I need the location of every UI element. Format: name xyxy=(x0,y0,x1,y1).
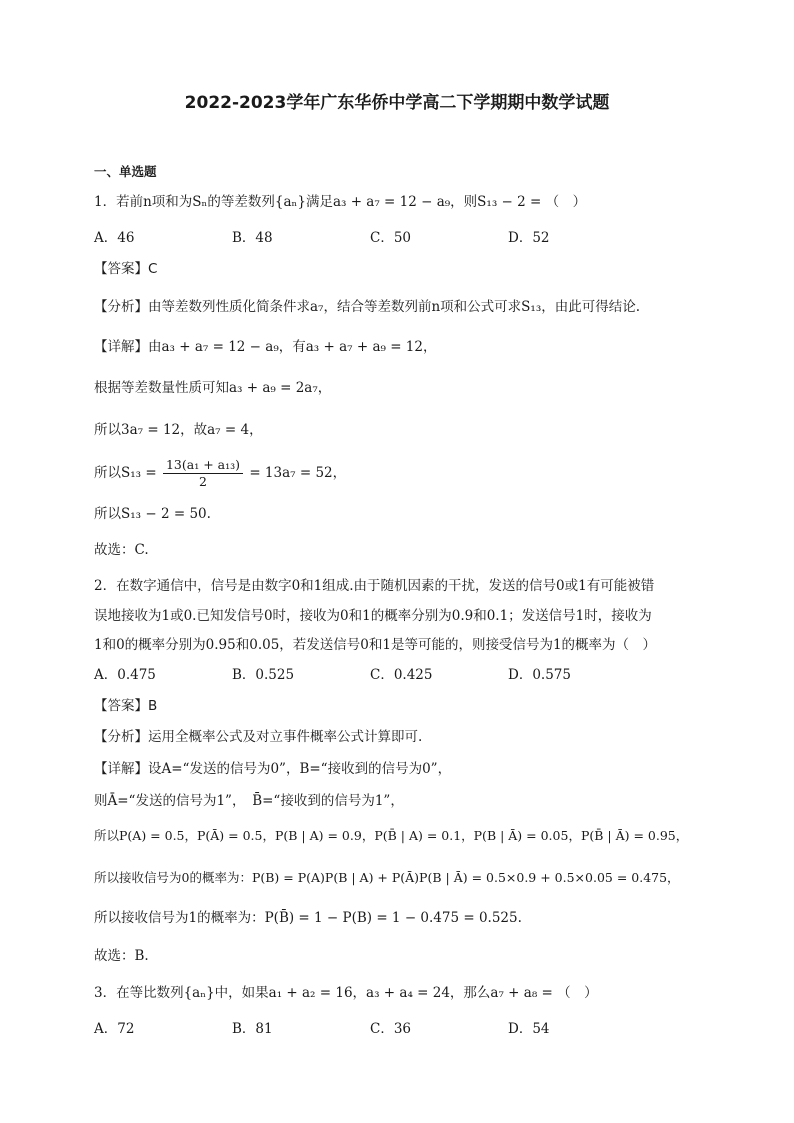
q1-option-b: B．48 xyxy=(232,230,273,246)
q2-detail-line: 【详解】设A=“发送的信号为0”，B=“接收到的信号为0”， xyxy=(94,761,452,777)
q1-conclusion: 故选：C. xyxy=(94,542,149,558)
q2-conclusion: 故选：B. xyxy=(94,948,149,964)
q1-fraction-prefix: 所以S₁₃ = xyxy=(94,465,157,481)
q1-detail-line: 【详解】由a₃ + a₇ = 12 − a₉，有a₃ + a₇ + a₉ = 12， xyxy=(94,339,437,355)
q2-option-b: B．0.525 xyxy=(232,667,295,683)
q2-answer: 【答案】B xyxy=(94,698,158,714)
q1-fraction-denominator: 2 xyxy=(199,474,207,489)
q2-detail-line: 则Ā=“发送的信号为1”， B̄=“接收到的信号为1”， xyxy=(94,793,404,809)
q2-option-d: D．0.575 xyxy=(508,667,571,683)
q3-option-c: C．36 xyxy=(370,1021,412,1037)
q1-option-a: A．46 xyxy=(94,230,135,246)
q1-answer: 【答案】C xyxy=(94,261,158,277)
question-1-stem: 1．若前n项和为Sₙ的等差数列{aₙ}满足a₃ + a₇ = 12 − a₉，则S₁₃ − 2 = （ ） xyxy=(94,194,587,210)
q1-option-c: C．50 xyxy=(370,230,412,246)
q3-option-d: D．54 xyxy=(508,1021,550,1037)
q2-detail-line: 所以接收信号为0的概率为：P(B) = P(A)P(B | A) + P(Ā)P(B | Ā) = 0.5×0.9 + 0.5×0.05 = 0.475， xyxy=(94,870,680,885)
q1-fraction-line xyxy=(94,456,346,490)
q3-option-a: A．72 xyxy=(94,1021,135,1037)
q2-detail-line: 所以P(A) = 0.5，P(Ā) = 0.5，P(B | A) = 0.9，P(B̄ | A) = 0.1，P(B | Ā) = 0.05，P(B̄ | Ā) = 0.95， xyxy=(94,828,689,843)
q1-option-d: D．52 xyxy=(508,230,550,246)
q2-option-a: A．0.475 xyxy=(94,667,156,683)
q2-analysis: 【分析】运用全概率公式及对立事件概率公式计算即可. xyxy=(94,729,423,745)
q1-final: 所以S₁₃ − 2 = 50. xyxy=(94,506,211,522)
q1-fraction xyxy=(163,457,243,490)
question-2-stem-line: 误地接收为1或0.已知发信号0时，接收为0和1的概率分别为0.9和0.1；发送信号1时，接收为 xyxy=(94,608,652,624)
section-heading: 一、单选题 xyxy=(94,164,157,179)
q1-fraction-suffix: = 13a₇ = 52， xyxy=(249,465,347,481)
q1-detail-line: 所以3a₇ = 12，故a₇ = 4， xyxy=(94,422,263,438)
question-2-stem-line: 1和0的概率分别为0.95和0.05，若发送信号0和1是等可能的，则接受信号为1的概率为（ ） xyxy=(94,637,657,653)
q1-analysis: 【分析】由等差数列性质化简条件求a₇，结合等差数列前n项和公式可求S₁₃，由此可得结论. xyxy=(94,299,641,315)
q1-detail-line: 根据等差数量性质可知a₃ + a₉ = 2a₇， xyxy=(94,380,332,396)
question-2-stem-line: 2．在数字通信中，信号是由数字0和1组成.由于随机因素的干扰，发送的信号0或1有可能被错 xyxy=(94,578,655,594)
question-3-stem: 3．在等比数列{aₙ}中，如果a₁ + a₂ = 16，a₃ + a₄ = 24，那么a₇ + a₈ = （ ） xyxy=(94,985,598,1001)
page-title: 2022-2023学年广东华侨中学高二下学期期中数学试题 xyxy=(184,93,610,113)
q2-detail-line: 所以接收信号为1的概率为：P(B̄) = 1 − P(B) = 1 − 0.475 = 0.525. xyxy=(94,910,522,926)
q2-option-c: C．0.425 xyxy=(370,667,433,683)
q3-option-b: B．81 xyxy=(232,1021,273,1037)
q1-fraction-numerator: 13(a₁ + a₁₃) xyxy=(163,457,243,474)
